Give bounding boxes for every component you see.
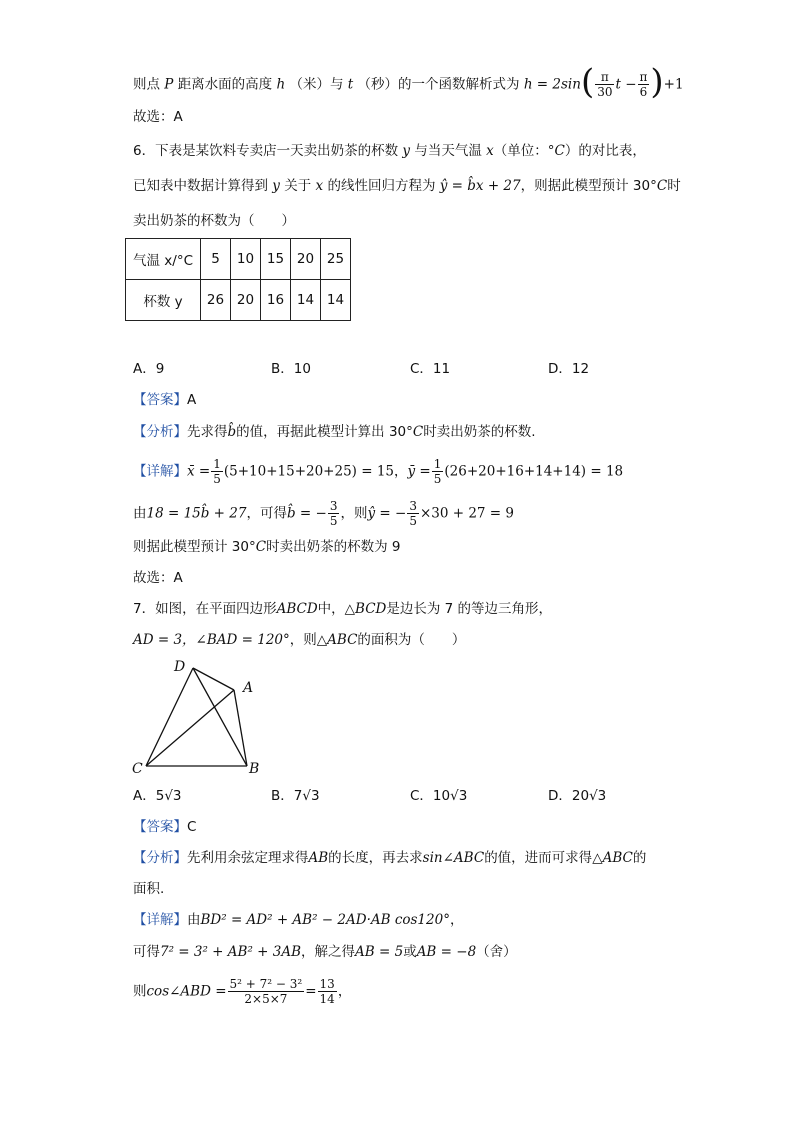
table-cell: 20 xyxy=(231,280,261,321)
q7-option-c: C．10√3 xyxy=(410,788,468,804)
table-cell-label: 杯数 y xyxy=(126,280,201,321)
fraction-pi-30: $\frac{\pi}{30}$ xyxy=(597,70,613,99)
table-cell: 26 xyxy=(201,280,231,321)
q6-option-d: D．12 xyxy=(548,361,590,377)
q7-analysis-cont: 面积. xyxy=(133,881,165,897)
table-cell: 14 xyxy=(291,280,321,321)
quadrilateral-figure xyxy=(128,655,268,777)
q7-detail-line1: 【详解】由BD² = AD² + AB² − 2AD·AB cos120°， xyxy=(133,912,464,928)
q5-formula-line: 则点 P 距离水面的高度 h （米）与 t （秒）的一个函数解析式为 h = 2sin( $\frac{\pi}{30}$ t − $\frac{\pi}{6}$ )+1 xyxy=(133,61,684,102)
segment-dc xyxy=(146,668,193,766)
table-cell: 25 xyxy=(321,239,351,280)
q6-select: 故选：A xyxy=(133,570,183,586)
regression-equation: ŷ = b̂x + 27 xyxy=(439,178,521,194)
q7-option-d: D．20√3 xyxy=(548,788,607,804)
q6-option-a: A．9 xyxy=(133,361,165,377)
segment-ca xyxy=(146,690,234,766)
q6-answer: 【答案】A xyxy=(133,392,197,408)
table-row-temperature xyxy=(126,239,351,280)
q7-option-a: A．5√3 xyxy=(133,788,182,804)
fraction-pi-6: $\frac{\pi}{6}$ xyxy=(639,70,648,99)
label-b: B xyxy=(249,761,260,777)
table-cell-label: 气温 x/°C xyxy=(126,239,201,280)
q6-stem-line2: 已知表中数据计算得到 y 关于 x 的线性回归方程为 ŷ = b̂x + 27，则据此模型预计 30°C时 xyxy=(133,178,681,194)
q7-detail-line2: 可得7² = 3² + AB² + 3AB，解之得AB = 5或AB = −8（舍） xyxy=(133,944,517,960)
label-d: D xyxy=(174,659,186,675)
q7-stem-line1: 7．如图，在平面四边形ABCD中，△BCD是边长为 7 的等边三角形， xyxy=(133,601,553,617)
q7-analysis: 【分析】先利用余弦定理求得AB的长度，再去求sin∠ABC的值，进而可求得△ABC的 xyxy=(133,850,647,866)
table-cell: 20 xyxy=(291,239,321,280)
q7-detail-line3: 则cos∠ABD = $\frac{\text{5² + 7² − 3²}}{2\times 5\times 7}$ = $\frac{13}{14}$ ， xyxy=(133,977,352,1006)
q6-detail-line2: 由18 = 15b̂ + 27，可得b̂ = − $\frac{3}{5}$ ，则ŷ = − $\frac{3}{5}$ ×30 + 27 = 9 xyxy=(133,499,514,528)
label-a: A xyxy=(243,680,254,696)
q6-detail-line1: 【详解】x̄ = $\frac{1}{5}$ (5+10+15+20+25) = 15，ȳ = $\frac{1}{5}$ (26+20+16+14+14) = 18 xyxy=(133,457,624,486)
table-cell: 15 xyxy=(261,239,291,280)
q6-analysis: 【分析】先求得b̂的值，再据此模型计算出 30°C时卖出奶茶的杯数. xyxy=(133,424,536,440)
q6-conclusion: 则据此模型预计 30°C时卖出奶茶的杯数为 9 xyxy=(133,539,401,555)
q7-answer: 【答案】C xyxy=(133,819,197,835)
q6-option-b: B．10 xyxy=(271,361,311,377)
table-cell: 5 xyxy=(201,239,231,280)
q7-option-b: B．7√3 xyxy=(271,788,320,804)
q6-stem-line3: 卖出奶茶的杯数为（ ） xyxy=(133,213,295,229)
table-cell: 14 xyxy=(321,280,351,321)
formula-h: h = 2sin xyxy=(523,76,581,93)
q6-stem-line1: 6．下表是某饮料专卖店一天卖出奶茶的杯数 y 与当天气温 x（单位：°C）的对比表， xyxy=(133,143,646,159)
table-row-cups xyxy=(126,280,351,321)
table-cell: 10 xyxy=(231,239,261,280)
q7-stem-line2: AD = 3，∠BAD = 120°，则△ABC的面积为（ ） xyxy=(133,632,466,648)
q5-select: 故选：A xyxy=(133,109,183,125)
temperature-sales-table xyxy=(125,238,351,321)
q6-option-c: C．11 xyxy=(410,361,451,377)
label-c: C xyxy=(132,761,143,777)
table-cell: 16 xyxy=(261,280,291,321)
